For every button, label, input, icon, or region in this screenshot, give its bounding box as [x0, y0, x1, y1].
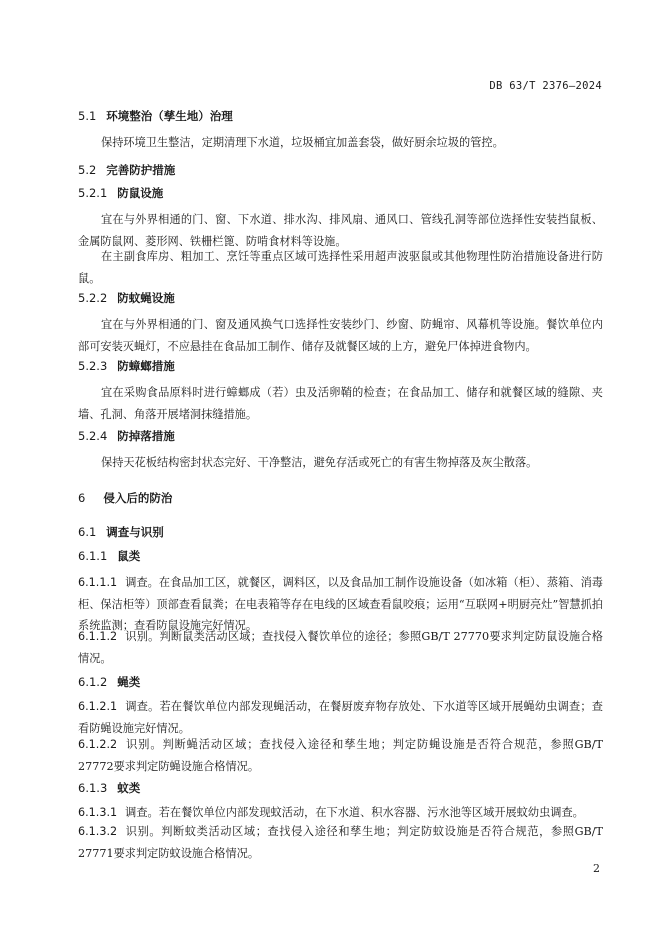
section-number: 5.1 — [78, 109, 97, 123]
section-number: 6.1.2 — [78, 675, 108, 689]
item-text: 识别。判断鼠类活动区域；查找侵入餐饮单位的途径；参照GB/T 27770要求判定防鼠设施合格情况。 — [78, 630, 603, 665]
paragraph: 保持天花板结构密封状态完好、干净整洁，避免存活或死亡的有害生物掉落及灰尘散落。 — [101, 456, 538, 469]
section-title: 鼠类 — [117, 549, 141, 563]
section-number: 5.2.2 — [78, 291, 108, 305]
item-number: 6.1.1.1 — [78, 576, 118, 589]
paragraph: 宜在与外界相通的门、窗、下水道、排水沟、排风扇、通风口、管线孔洞等部位选择性安装挡鼠板、金属防鼠网、菱形网、铁栅栏篦、防啃食材料等设施。 — [78, 213, 603, 248]
item-number: 6.1.1.2 — [78, 630, 118, 643]
section-title: 环境整治（孳生地）治理 — [106, 109, 233, 123]
section-title: 防蟑螂措施 — [117, 359, 175, 373]
section-5-2-4-heading — [78, 428, 603, 444]
section-title: 完善防护措施 — [106, 163, 176, 177]
list-item — [78, 626, 603, 669]
section-number: 6.1.3 — [78, 781, 108, 795]
list-item — [78, 734, 603, 777]
item-number: 6.1.2.2 — [78, 738, 118, 751]
paragraph: 保持环境卫生整洁，定期清理下水道，垃圾桶宜加盖套袋，做好厨余垃圾的管控。 — [101, 136, 504, 149]
section-number: 6 — [78, 491, 86, 505]
item-text: 识别。判断蝇活动区域；查找侵入途径和孳生地；判定防蝇设施是否符合规范，参照GB/T 27772要求判定防蝇设施合格情况。 — [78, 738, 603, 773]
section-number: 5.2 — [78, 163, 97, 177]
item-text: 调查。若在餐饮单位内部发现蚊活动，在下水道、积水容器、污水池等区域开展蚊幼虫调查。 — [125, 806, 584, 819]
list-item — [78, 821, 603, 864]
section-number: 5.2.4 — [78, 429, 108, 443]
section-6-1-2-heading — [78, 674, 603, 690]
paragraph: 宜在采购食品原料时进行蟑螂成（若）虫及活卵鞘的检查；在食品加工、储存和就餐区域的缝隙、夹墙、孔洞、角落开展堵洞抹缝措施。 — [78, 386, 603, 421]
item-number: 6.1.3.1 — [78, 806, 118, 819]
section-5-2-heading — [78, 162, 603, 178]
item-text: 识别。判断蚊类活动区域；查找侵入途径和孳生地；判定防蚊设施是否符合规范，参照GB/T 27771要求判定防蚊设施合格情况。 — [78, 825, 603, 860]
section-number: 6.1 — [78, 525, 97, 539]
section-number: 5.2.3 — [78, 359, 108, 373]
item-text: 调查。在食品加工区，就餐区，调料区，以及食品加工制作设施设备（如冰箱（柜）、蒸箱、消毒柜、保洁柜等）顶部查看鼠粪；在电表箱等存在电线的区域查看鼠咬痕；运用“互联网+明厨亮灶”智慧抓拍系统监测；查看防鼠设施完好情况。 — [78, 576, 603, 632]
section-5-1-heading — [78, 108, 603, 124]
section-number: 6.1.1 — [78, 549, 108, 563]
section-title: 蝇类 — [117, 675, 141, 689]
list-item — [78, 696, 603, 739]
item-text: 调查。若在餐饮单位内部发现蝇活动，在餐厨废弃物存放处、下水道等区域开展蝇幼虫调查；查看防蝇设施完好情况。 — [78, 700, 603, 735]
paragraph: 宜在与外界相通的门、窗及通风换气口选择性安装纱门、纱窗、防蝇帘、风幕机等设施。餐饮单位内部可安装灭蝇灯，不应悬挂在食品加工制作、储存及就餐区域的上方，避免尸体掉进食物内。 — [78, 318, 603, 353]
section-6-1-3-heading — [78, 780, 603, 796]
section-title: 侵入后的防治 — [103, 491, 173, 505]
section-6-1-heading — [78, 524, 603, 540]
section-title: 调查与识别 — [106, 525, 164, 539]
section-title: 防鼠设施 — [117, 186, 164, 200]
paragraph: 在主副食库房、粗加工、烹饪等重点区域可选择性采用超声波驱鼠或其他物理性防治措施设备进行防鼠。 — [78, 250, 603, 285]
section-title: 防掉落措施 — [117, 429, 175, 443]
section-5-2-3-heading — [78, 358, 603, 374]
item-number: 6.1.2.1 — [78, 700, 118, 713]
section-6-1-1-heading — [78, 548, 603, 564]
section-5-2-2-heading — [78, 290, 603, 306]
section-number: 5.2.1 — [78, 186, 108, 200]
document-code: DB 63/T 2376—2024 — [489, 80, 602, 92]
page-number: 2 — [593, 862, 600, 875]
section-6-heading — [78, 490, 603, 506]
item-number: 6.1.3.2 — [78, 825, 118, 838]
section-title: 防蚊蝇设施 — [117, 291, 175, 305]
section-5-2-1-heading — [78, 185, 603, 201]
section-title: 蚊类 — [117, 781, 141, 795]
